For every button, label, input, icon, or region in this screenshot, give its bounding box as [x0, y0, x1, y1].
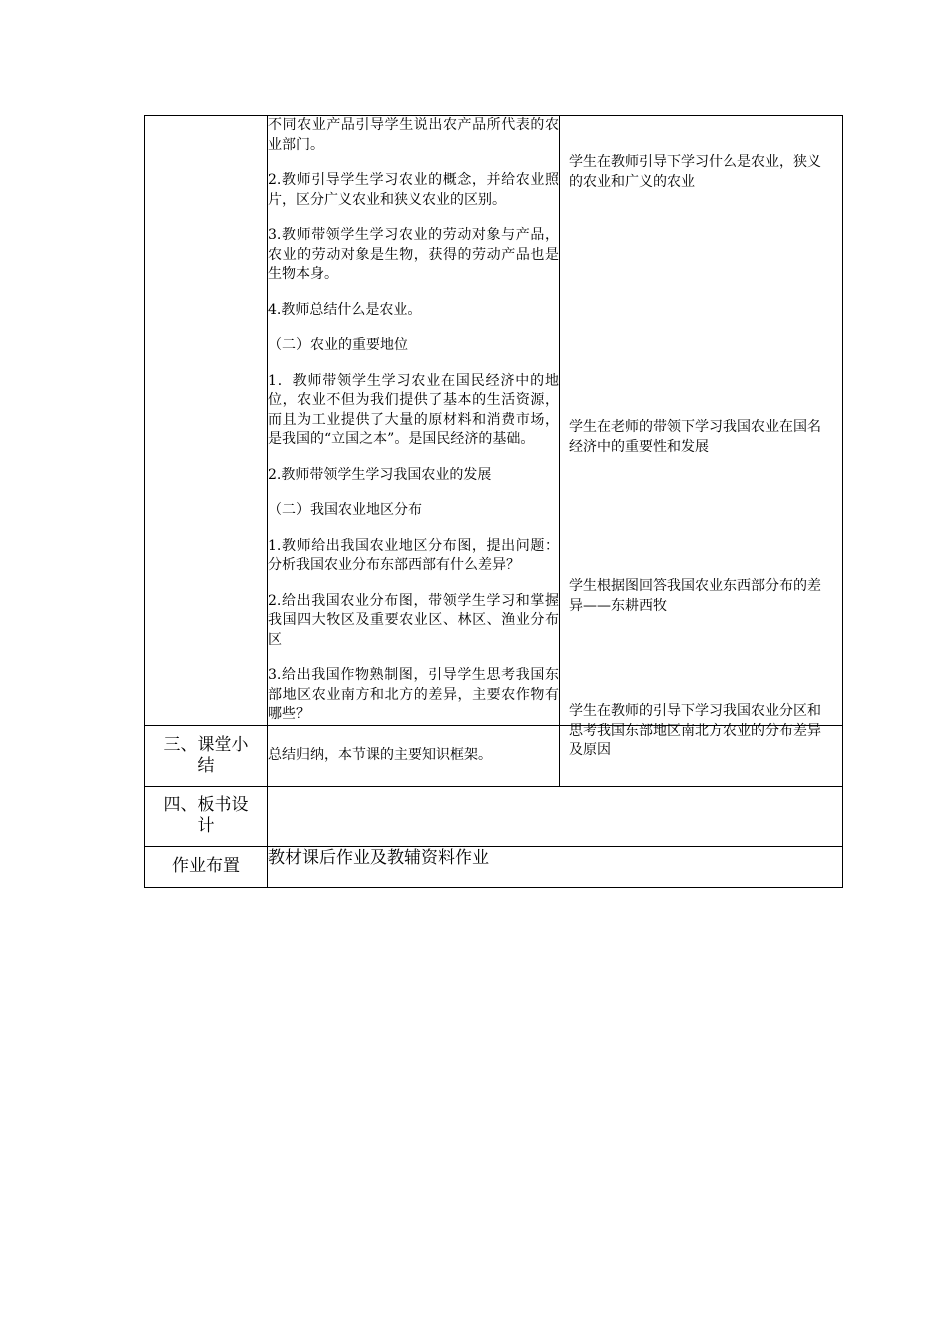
board-design-content — [268, 786, 843, 846]
teacher-activity-heading: （二）农业的重要地位 — [268, 337, 408, 353]
homework-row — [145, 846, 843, 887]
student-activity-item: 学生在教师的引导下学习我国农业分区和思考我国东部地区南北方农业的分布差异及原因 — [569, 703, 821, 758]
teacher-activity-item: 4.教师总结什么是农业。 — [268, 301, 422, 318]
student-activity-item: 学生在老师的带领下学习我国农业在国名经济中的重要性和发展 — [569, 419, 821, 455]
section-label-cell — [145, 116, 268, 726]
board-design-label: 四、板书设 计 — [145, 786, 268, 846]
student-activity-item: 学生根据图回答我国农业东西部分布的差异——东耕西牧 — [569, 578, 821, 614]
homework-label: 作业布置 — [145, 846, 268, 887]
student-activity-item: 学生在教师引导下学习什么是农业，狭义的农业和广义的农业 — [569, 154, 821, 190]
teacher-activity-item: 3.教师带领学生学习农业的劳动对象与产品，农业的劳动对象是生物，获得的劳动产品也是生物本身。 — [268, 227, 559, 282]
teacher-activity-item: 2.教师引导学生学习农业的概念，并给农业照片，区分广义农业和狭义农业的区别。 — [268, 172, 559, 208]
teacher-activity-item: 2.教师带领学生学习我国农业的发展 — [268, 466, 492, 483]
teacher-activity-heading: （二）我国农业地区分布 — [268, 502, 422, 518]
lesson-plan-table — [144, 115, 843, 888]
student-activity-cell — [560, 116, 843, 758]
board-design-row — [145, 786, 843, 846]
summary-content: 总结归纳，本节课的主要知识框架。 — [268, 725, 560, 786]
teacher-activity-item: 不同农业产品引导学生说出农产品所代表的农业部门。 — [268, 117, 559, 153]
teacher-activity-item: 1.教师给出我国农业地区分布图，提出问题：分析我国农业分布东部西部有什么差异？ — [268, 537, 559, 573]
teacher-activity-item: 3.给出我国作物熟制图，引导学生思考我国东部地区农业南方和北方的差异，主要农作物有哪些？ — [268, 667, 559, 722]
teacher-activity-item: 2.给出我国农业分布图，带领学生学习和掌握我国四大牧区及重要农业区、林区、渔业分布区 — [268, 592, 559, 648]
activity-row — [145, 116, 843, 726]
teacher-activity-cell — [268, 116, 560, 726]
homework-content: 教材课后作业及教辅资料作业 — [268, 846, 843, 887]
teacher-activity-item: 1．教师带领学生学习农业在国民经济中的地位，农业不但为我们提供了基本的生活资源，而且为工业提供了大量的原材料和消费市场，是我国的“立国之本”。是国民经济的基础。 — [268, 372, 559, 447]
summary-label: 三、课堂小 结 — [145, 725, 268, 786]
